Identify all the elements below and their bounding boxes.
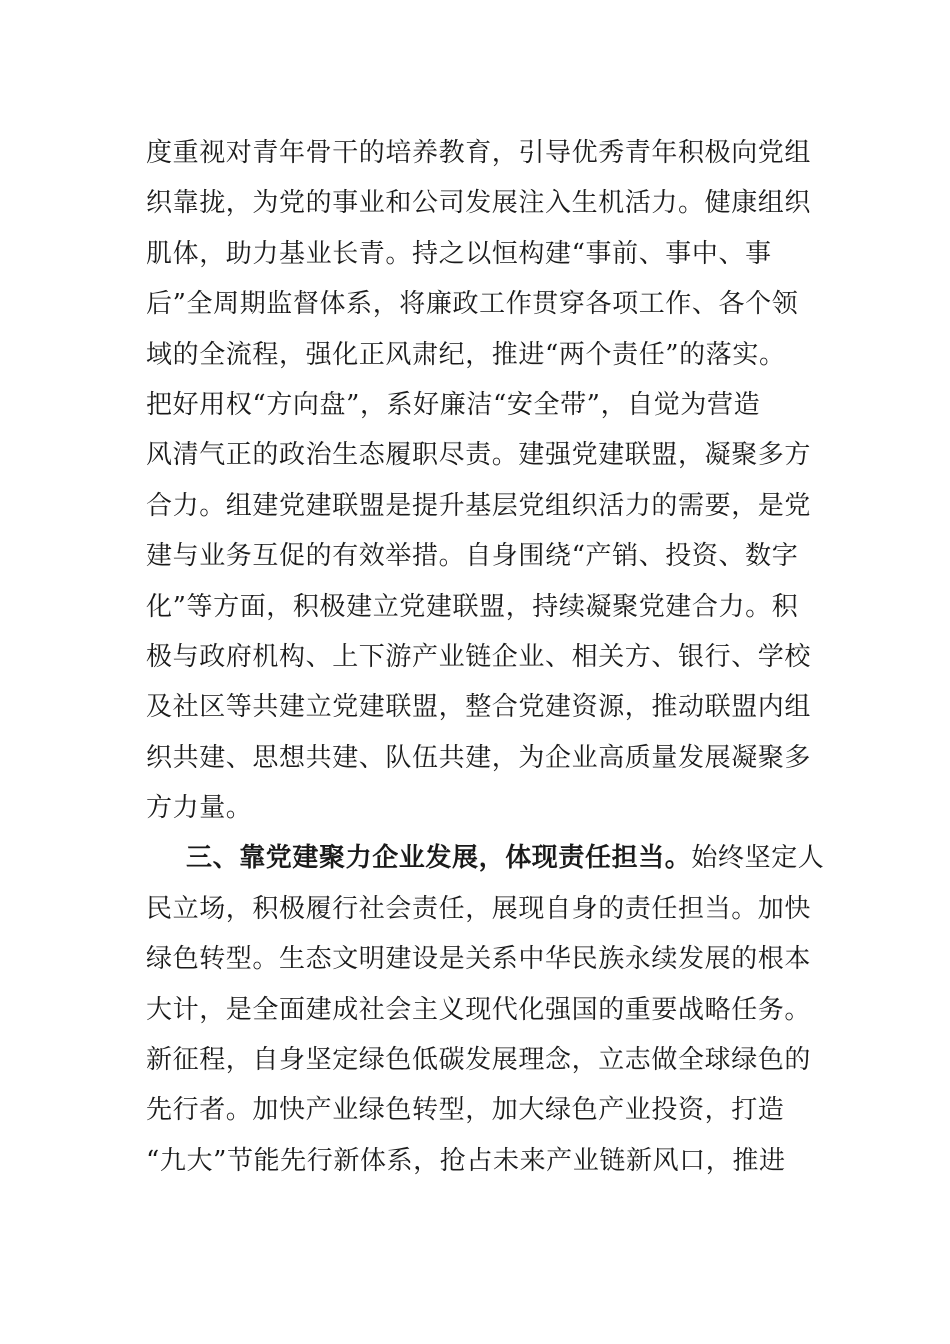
text-line: 化”等方面，积极建立党建联盟，持续凝聚党建合力。积 (146, 591, 799, 622)
text-line: 织靠拢，为党的事业和公司发展注入生机活力。健康组织 (146, 188, 812, 219)
paragraph-2 (146, 833, 825, 1186)
text-line: 大计，是全面建成社会主义现代化强国的重要战略任务。 (146, 994, 812, 1025)
text-line: 新征程，自身坚定绿色低碳发展理念，立志做全球绿色的 (146, 1045, 812, 1076)
text-line: 度重视对青年骨干的培养教育，引导优秀青年积极向党组 (146, 138, 812, 168)
text-line: 合力。组建党建联盟是提升基层党组织活力的需要，是党 (146, 490, 812, 521)
text-line: 风清气正的政治生态履职尽责。建强党建联盟，凝聚多方 (146, 440, 812, 471)
text-line: 极与政府机构、上下游产业链企业、相关方、银行、学校 (146, 641, 812, 672)
text-line: 织共建、思想共建、队伍共建，为企业高质量发展凝聚多 (146, 742, 812, 773)
text-line: 域的全流程，强化正风肃纪，推进“两个责任”的落实。 (146, 339, 786, 370)
text-line: 建与业务互促的有效举措。自身围绕“产销、投资、数字 (146, 541, 799, 572)
text-line: 肌体，助力基业长青。持之以恒构建“事前、事中、事 (146, 238, 772, 269)
section-heading: 三、靠党建聚力企业发展，体现责任担当。 (186, 843, 692, 874)
text-line: 后”全周期监督体系，将廉政工作贯穿各项工作、各个领 (146, 289, 799, 320)
text-line: 民立场，积极履行社会责任，展现自身的责任担当。加快 (146, 893, 812, 924)
text-line: 方力量。 (146, 793, 253, 824)
document-body (146, 128, 825, 1186)
text-line: “九大”节能先行新体系，抢占未来产业链新风口，推进 (146, 1145, 786, 1176)
text-line: 把好用权“方向盘”，系好廉洁“安全带”，自觉为营造 (146, 389, 761, 420)
text-line: 先行者。加快产业绿色转型，加大绿色产业投资，打造 (146, 1095, 785, 1126)
text-line: 及社区等共建立党建联盟，整合党建资源，推动联盟内组 (146, 692, 812, 723)
text-line: 绿色转型。生态文明建设是关系中华民族永续发展的根本 (146, 944, 812, 975)
paragraph-1 (146, 128, 812, 833)
text-run: 始终坚定人 (691, 843, 825, 874)
section-heading-line (146, 833, 825, 883)
